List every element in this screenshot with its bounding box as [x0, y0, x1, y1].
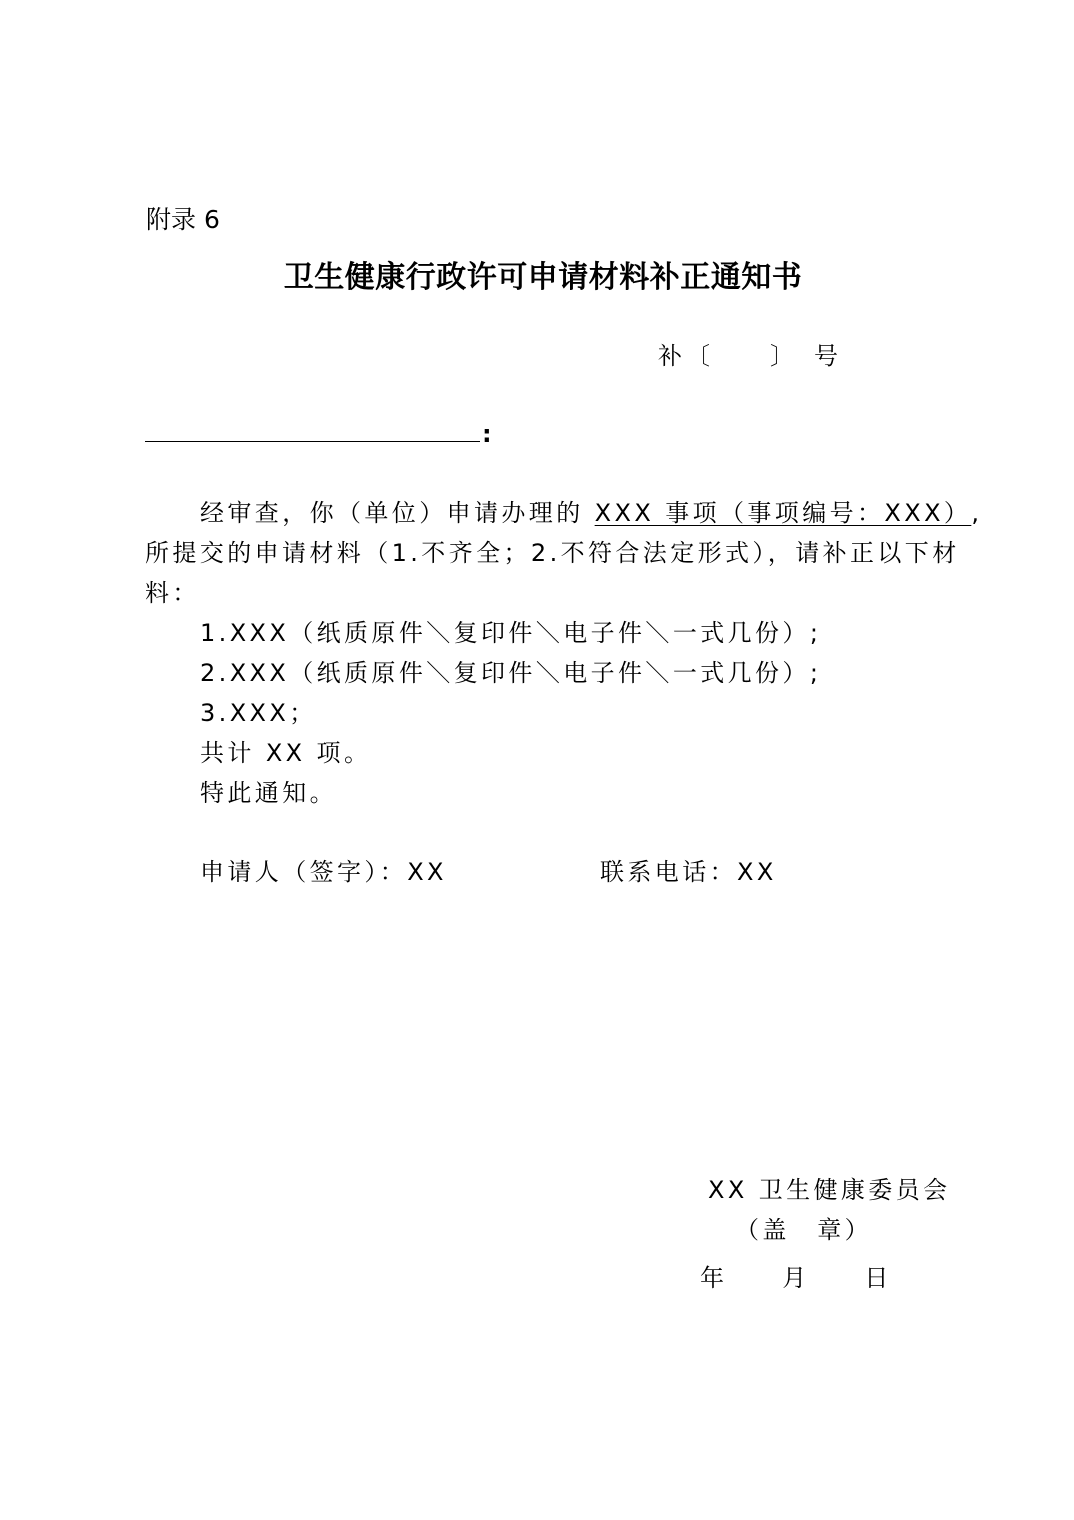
seal-label: （盖 章） [735, 1216, 872, 1244]
material-item: 3.XXX； [200, 699, 317, 727]
contact-phone: 联系电话：XX [600, 858, 777, 886]
paragraph-materials-line: 所提交的申请材料（1.不齐全；2.不符合法定形式），请补正以下材 [145, 539, 960, 567]
date-line: 年 月 日 [700, 1264, 892, 1292]
paragraph-review-end: , [971, 499, 983, 527]
document-title: 卫生健康行政许可申请材料补正通知书 [283, 260, 803, 295]
material-item: 1.XXX（纸质原件＼复印件＼电子件＼一式几份）; [200, 619, 822, 647]
issuing-organization: XX 卫生健康委员会 [708, 1176, 951, 1204]
paragraph-review-start: 经审查，你（单位）申请办理的 [200, 499, 595, 527]
applicant-signature: 申请人（签字）：XX [200, 858, 447, 886]
matter-underlined: XXX 事项（事项编号：XXX） [594, 499, 972, 527]
material-item: 2.XXX（纸质原件＼复印件＼电子件＼一式几份）; [200, 659, 822, 687]
paragraph-review [200, 493, 982, 528]
document-number: 补〔 〕 号 [658, 342, 842, 370]
paragraph-materials-end: 料： [145, 579, 200, 607]
addressee-colon: : [482, 420, 492, 448]
notice-closing: 特此通知。 [200, 779, 337, 807]
total-count: 共计 XX 项。 [200, 739, 372, 767]
appendix-label: 附录 6 [146, 205, 220, 234]
addressee-blank-line [145, 441, 480, 442]
